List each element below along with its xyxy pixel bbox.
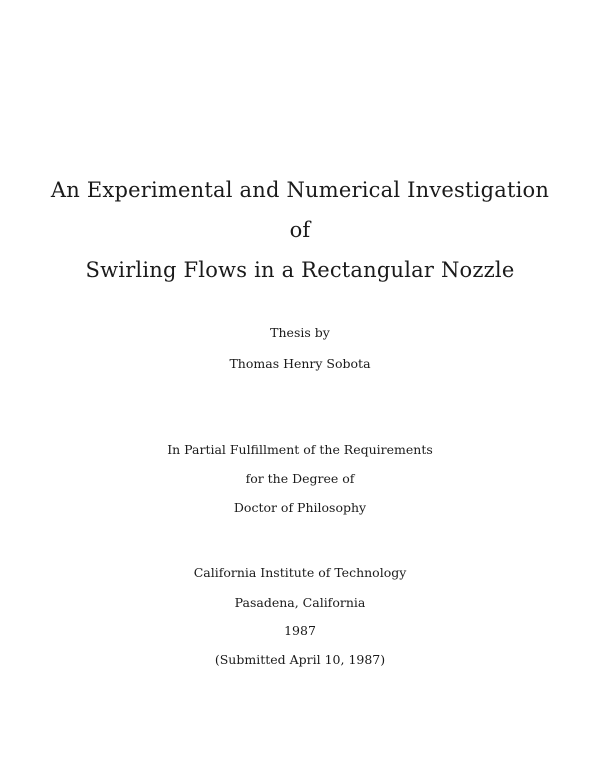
institution-location: Pasadena, California: [234, 595, 366, 610]
author-name: Thomas Henry Sobota: [229, 356, 371, 371]
requirements-line: In Partial Fulfillment of the Requirements: [167, 442, 433, 457]
institution-name: California Institute of Technology: [193, 565, 407, 580]
degree-line: for the Degree of: [245, 471, 355, 486]
title-line-3: Swirling Flows in a Rectangular Nozzle: [85, 258, 515, 282]
submission-date: (Submitted April 10, 1987): [214, 652, 386, 667]
thesis-by-label: Thesis by: [270, 325, 330, 340]
doctorate-line: Doctor of Philosophy: [233, 500, 367, 515]
thesis-year: 1987: [284, 623, 316, 638]
title-line-2: of: [289, 218, 311, 242]
title-line-1: An Experimental and Numerical Investigation: [50, 178, 550, 202]
